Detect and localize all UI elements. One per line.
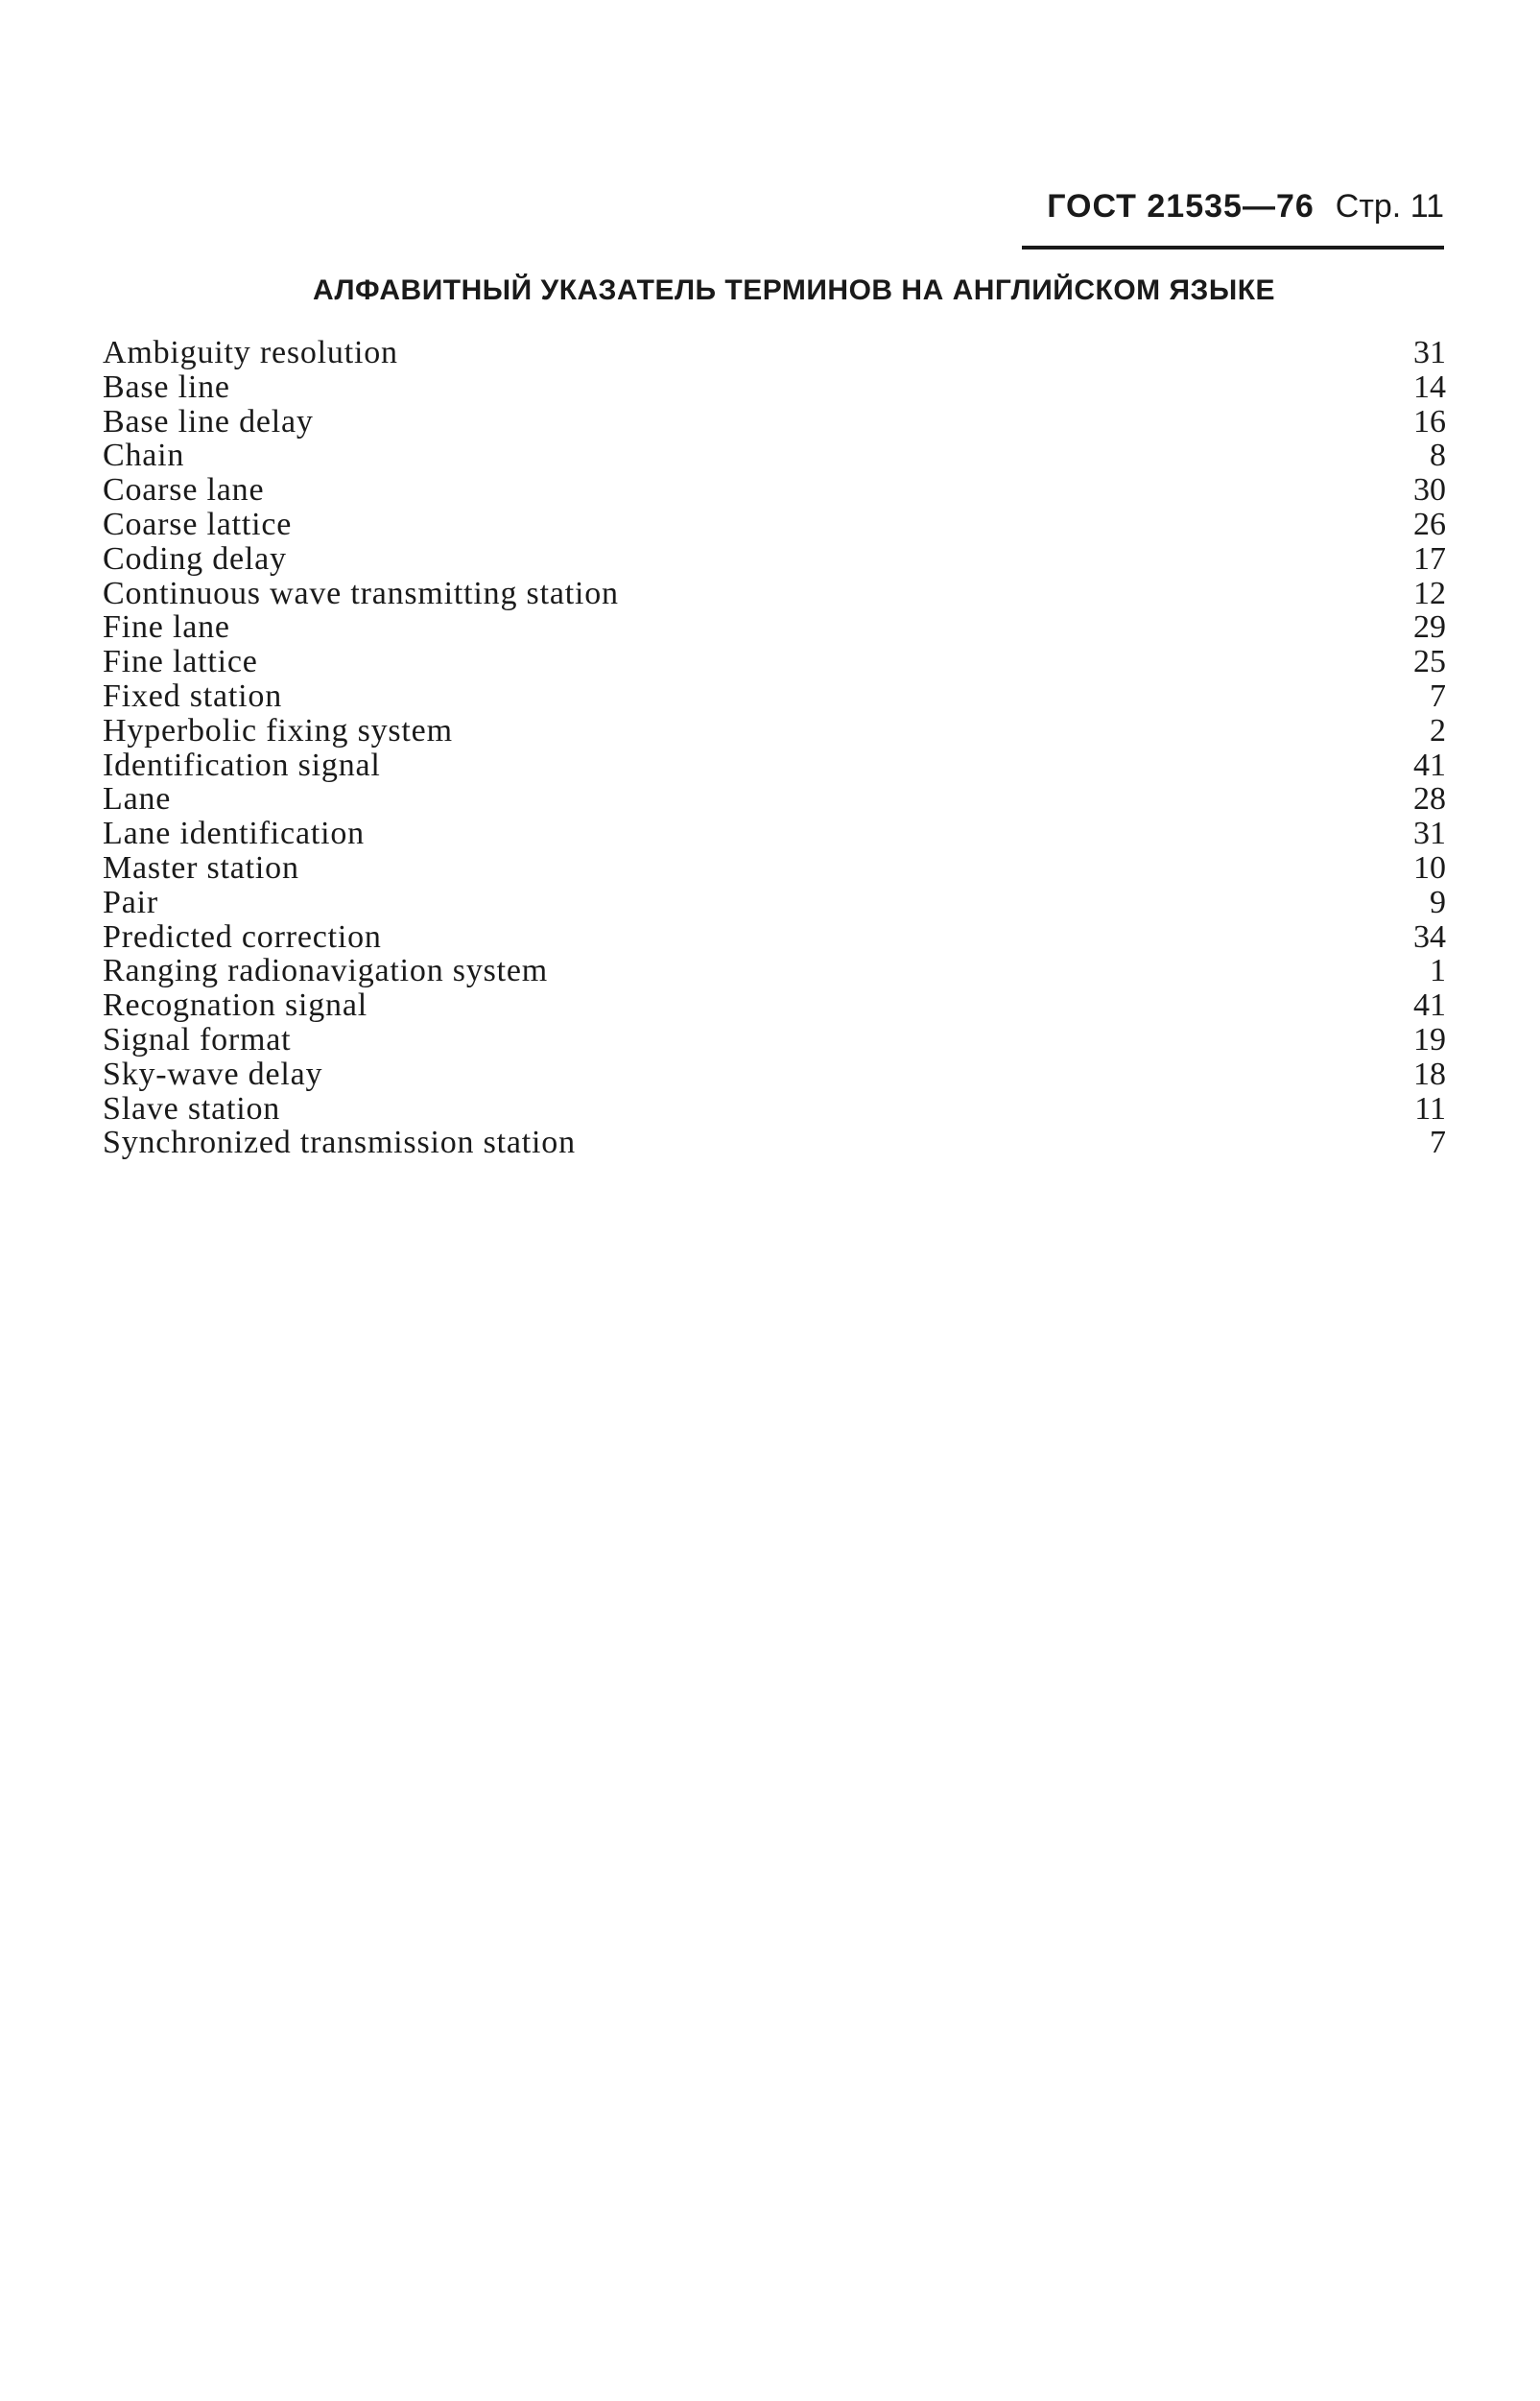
entry-term: Coding delay <box>103 540 287 577</box>
entry-term: Predicted correction <box>103 918 382 955</box>
index-entry <box>103 610 1446 645</box>
standard-code: ГОСТ 21535—76 <box>1047 188 1315 225</box>
entry-term: Fine lattice <box>103 644 258 680</box>
entry-term: Hyperbolic fixing system <box>103 712 453 749</box>
entry-term: Base line delay <box>103 403 314 440</box>
index-entry <box>103 1058 1446 1092</box>
entry-term: Chain <box>103 438 185 474</box>
entry-term: Recognation signal <box>103 987 367 1024</box>
index-entry <box>103 645 1446 679</box>
page-header <box>1022 188 1444 250</box>
index-entry <box>103 920 1446 955</box>
entry-term: Coarse lattice <box>103 506 293 542</box>
entry-number: 41 <box>1413 747 1446 783</box>
entry-number: 26 <box>1413 506 1446 542</box>
entry-term: Master station <box>103 849 299 886</box>
index-entry <box>103 988 1446 1023</box>
index-entry <box>103 782 1446 817</box>
index-entry <box>103 336 1446 370</box>
entry-term: Pair <box>103 884 158 920</box>
page-number: Стр. 11 <box>1335 188 1444 225</box>
entry-number: 1 <box>1430 953 1446 989</box>
entry-number: 16 <box>1413 403 1446 440</box>
index-entry <box>103 405 1446 440</box>
entry-number: 30 <box>1413 472 1446 509</box>
entry-term: Lane <box>103 781 172 818</box>
entry-number: 25 <box>1413 644 1446 680</box>
entry-number: 7 <box>1430 678 1446 714</box>
index-entry <box>103 714 1446 749</box>
index-entry <box>103 577 1446 611</box>
entry-term: Lane identification <box>103 816 365 852</box>
entry-term: Ambiguity resolution <box>103 335 398 370</box>
index-entry <box>103 1023 1446 1058</box>
entry-term: Sky-wave delay <box>103 1056 323 1092</box>
entry-term: Fixed station <box>103 678 283 714</box>
entry-number: 14 <box>1413 368 1446 405</box>
index-entry <box>103 542 1446 577</box>
entry-number: 10 <box>1413 849 1446 886</box>
index-entry <box>103 886 1446 920</box>
index-entry <box>103 679 1446 714</box>
index-entry <box>103 370 1446 405</box>
term-index-list <box>103 336 1446 1160</box>
entry-term: Base line <box>103 368 230 405</box>
index-entry <box>103 508 1446 542</box>
entry-term: Coarse lane <box>103 472 265 509</box>
entry-number: 18 <box>1413 1056 1446 1092</box>
entry-term: Slave station <box>103 1090 281 1127</box>
index-entry <box>103 749 1446 783</box>
index-entry <box>103 439 1446 473</box>
index-entry <box>103 954 1446 988</box>
entry-number: 2 <box>1430 712 1446 749</box>
entry-number: 8 <box>1430 438 1446 474</box>
entry-number: 11 <box>1414 1090 1446 1127</box>
entry-term: Synchronized transmission station <box>103 1125 576 1161</box>
entry-term: Identification signal <box>103 747 381 783</box>
entry-number: 31 <box>1413 335 1446 370</box>
index-entry <box>103 817 1446 851</box>
entry-term: Fine lane <box>103 609 230 646</box>
entry-term: Ranging radionavigation system <box>103 953 549 989</box>
entry-number: 31 <box>1413 816 1446 852</box>
index-entry <box>103 1092 1446 1127</box>
entry-number: 19 <box>1413 1021 1446 1058</box>
entry-number: 12 <box>1413 575 1446 611</box>
index-title: АЛФАВИТНЫЙ УКАЗАТЕЛЬ ТЕРМИНОВ НА АНГЛИЙСКОМ ЯЗЫКЕ <box>312 274 1276 306</box>
index-entry <box>103 1126 1446 1160</box>
index-entry <box>103 473 1446 508</box>
entry-number: 41 <box>1413 987 1446 1024</box>
entry-term: Continuous wave transmitting station <box>103 575 619 611</box>
entry-number: 17 <box>1413 540 1446 577</box>
entry-number: 9 <box>1430 884 1446 920</box>
entry-number: 28 <box>1413 781 1446 818</box>
entry-number: 29 <box>1413 609 1446 646</box>
index-entry <box>103 851 1446 886</box>
entry-number: 34 <box>1413 918 1446 955</box>
entry-term: Signal format <box>103 1021 292 1058</box>
entry-number: 7 <box>1430 1125 1446 1161</box>
